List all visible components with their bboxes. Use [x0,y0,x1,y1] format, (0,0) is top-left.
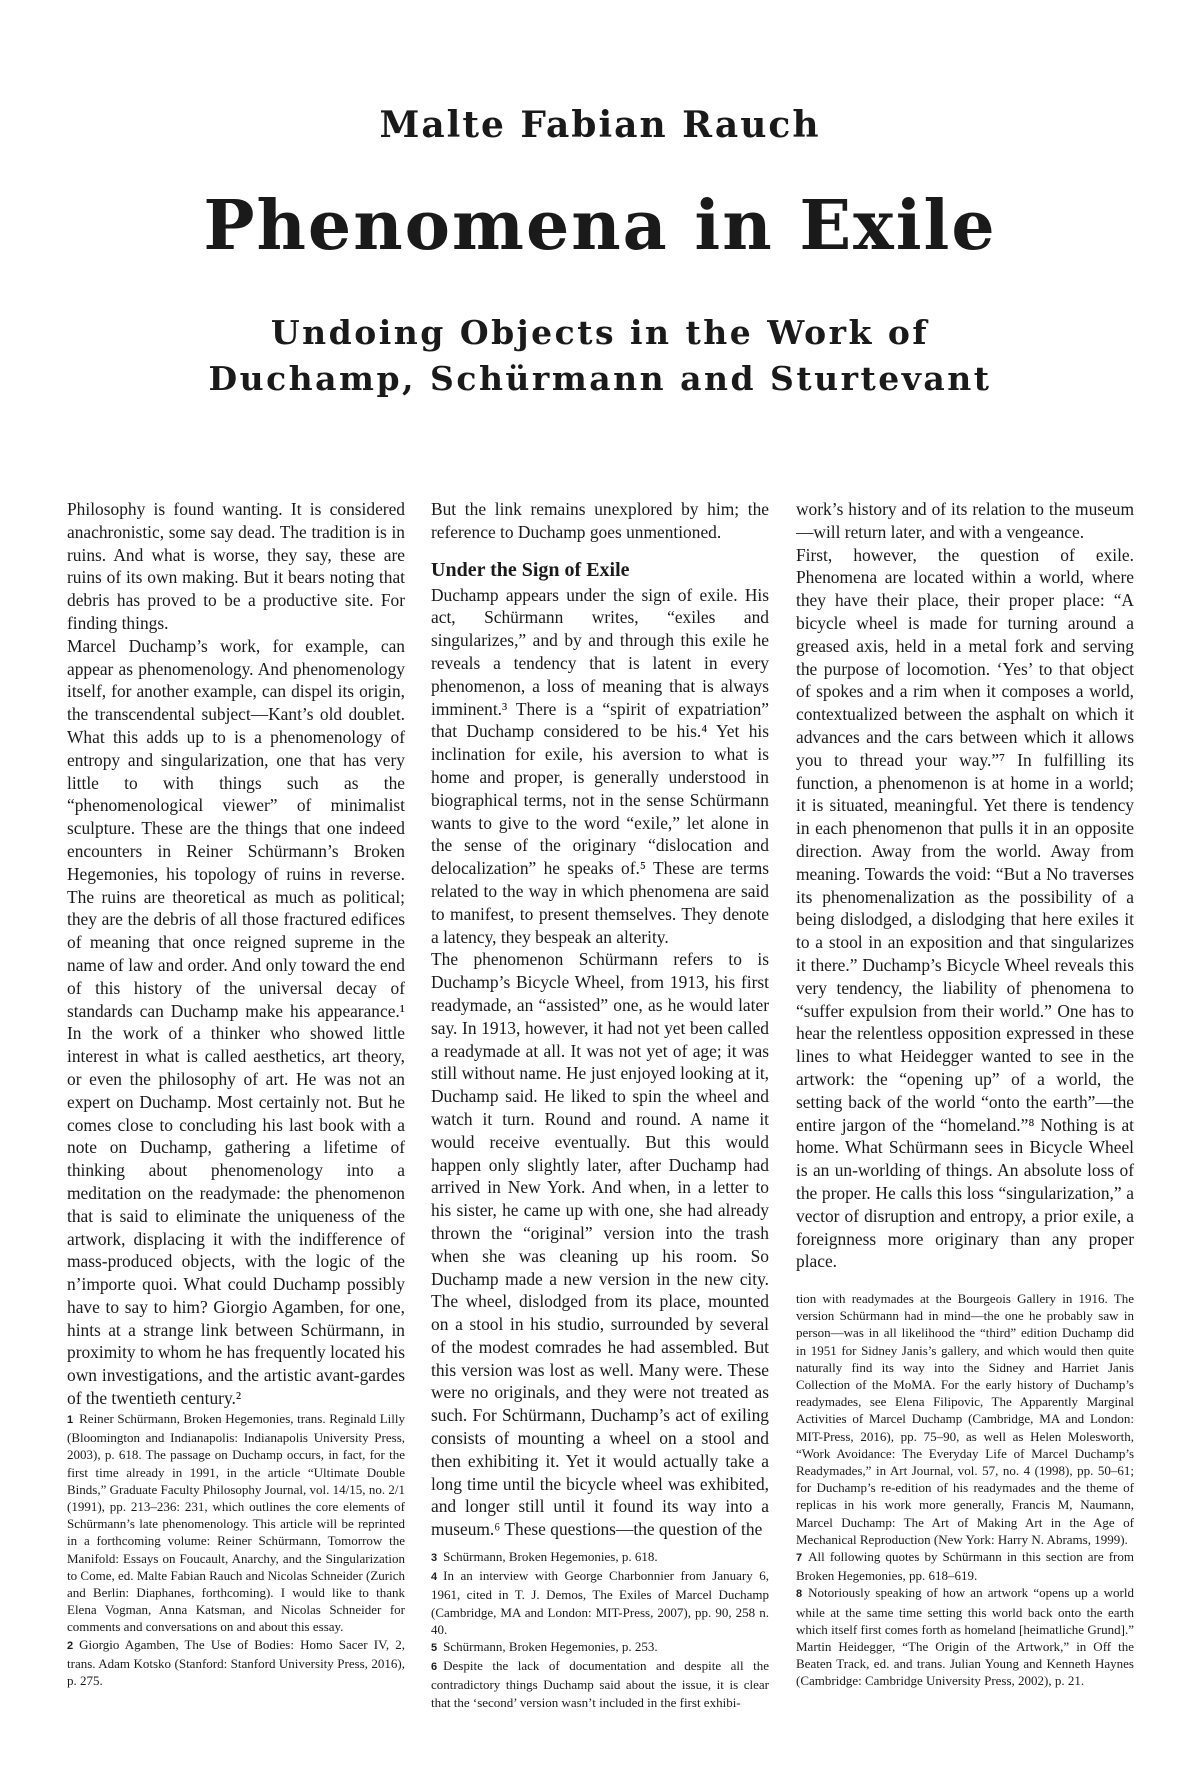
footnote-number: 8 [796,1588,803,1601]
footnote [431,1548,769,1567]
footnotes-right [796,1290,1134,1690]
paragraph: The phenomenon Schürmann refers to is Duchamp’s Bicycle Wheel, from 1913, his first readymade, an “assisted” one, as he would later say. In 1913, however, it had not yet been called a readymade at all. It was not yet of age; it was still without name. He just enjoyed looking at it, Duchamp said. He liked to spin the wheel and watch it turn. Round and round. A name it would receive eventually. But this would happen only slightly later, after Duchamp had arrived in New York. And when, in a letter to his sister, he came up with one, she had already thrown the “original” version into the trash when she was cleaning up his room. So Duchamp made a new version in the new city. The wheel, dislodged from its place, mounted on a stool in his studio, surrounded by several of the modest comrades he had assembled. But this version was lost as well. Many were. These were no originals, and they were not treated as such. For Schürmann, Duchamp’s act of exiling consists of mounting a wheel on a stool and then exhibiting it. Yet it would actually take a long time until the bicycle wheel was exhibited, and longer still until it found its way into a museum.⁶ These questions—the question of the [431,949,769,1540]
footnote-text: Giorgio Agamben, The Use of Bodies: Homo Sacer IV, 2, trans. Adam Kotsko (Stanford: Stanford University Press, 2016), p. 275. [67,1636,405,1689]
footnote-text: Schürmann, Broken Hegemonies, p. 253. [443,1639,658,1655]
paragraph: Philosophy is found wanting. It is considered anachronistic, some say dead. The tradition is in ruins. And what is worse, they say, these are ruins of its own making. But it bears noting that debris has proved to be a productive site. For finding things. [67,499,405,633]
footnote-number: 7 [796,1552,803,1565]
footnotes-left [67,1410,405,1689]
section-heading: Under the Sign of Exile [431,558,630,581]
body-column-3 [796,498,1134,1273]
author-name: Malte Fabian Rauch [379,104,821,146]
footnote-text: Schürmann, Broken Hegemonies, p. 618. [443,1549,658,1564]
footnote-text: Despite the lack of documentation and despite all the contradictory things Duchamp said about the issue, it is clear that the ‘second’ version wasn’t included in the first exhibi- [431,1658,769,1710]
footnote-text: Reiner Schürmann, Broken Hegemonies, trans. Reginald Lilly (Bloomington and Indianapolis: Indianapolis University Press, 2003), p. 618. The passage on Duchamp occurs, in fact, for the first time already in 1991, in the article “Ultimate Double Binds,” Graduate Faculty Philosophy Journal, vol. 14/15, no. 2/1 (1991), pp. 213–236: 231, which outlines the core elements of Schürmann’s late phenomenology. This article will be reprinted in a forthcoming volume: Reiner Schürmann, Tomorrow the Manifold: Essays on Foucault, Anarchy, and the Singularization to Come, ed. Malte Fabian Rauch and Nicolas Schneider (Zurich and Berlin: Diaphanes, forthcoming). I would like to thank Elena Vogman, Anna Katsman, and Nicolas Schneider for comments and conversations on and about this essay. [67,1411,405,1635]
body-column-1 [67,498,405,1410]
footnote [431,1567,769,1638]
footnote-number: 2 [67,1639,74,1652]
footnote-number: 5 [431,1642,438,1655]
subtitle-line-2: Duchamp, Schürmann and Sturtevant [208,359,992,398]
footnote-text: All following quotes by Schürmann in this section are from Broken Hegemonies, pp. 618–619. [796,1549,1134,1584]
footnote-text: In an interview with George Charbonnier from January 6, 1961, cited in T. J. Demos, The Exiles of Marcel Duchamp (Cambridge, MA and London: MIT-Press, 2007), pp. 90, 258 n. 40. [431,1568,769,1637]
footnote-continuation: tion with readymades at the Bourgeois Gallery in 1916. The version Schürmann had in mind—the one he probably saw in person—was in all likelihood the “third” edition Duchamp did in 1951 for Sidney Janis’s gallery, and which would then quite naturally find its way into the Sidney and Harriet Janis Collection of the MoMA. For the early history of Duchamp’s readymades, see Elena Filipovic, The Apparently Marginal Activities of Marcel Duchamp (Cambridge, MA and London: MIT-Press, 2016), pp. 75–90, as well as Helen Molesworth, “Work Avoidance: The Everyday Life of Marcel Duchamp’s Readymades,” in Art Journal, vol. 57, no. 4 (1998), pp. 50–61; for Duchamp’s re-edition of his readymades and the theme of replicas in his work more generally, Francis M, Naumann, Marcel Duchamp: The Art of Making Art in the Age of Mechanical Reproduction (New York: Harry N. Abrams, 1999). [796,1291,1134,1547]
paragraph: Duchamp appears under the sign of exile. His act, Schürmann writes, “exiles and singularizes,” and by and through this exile he reveals a tendency that is latent in every phenomenon, a loss of meaning that is always imminent.³ There is a “spirit of expatriation” that Duchamp considered to be his.⁴ Yet his inclination for exile, his aversion to what is home and proper, is generally understood in biographical terms, not in the sense Schürmann wants to give to the word “exile,” let alone in the sense of the originary “dislocation and delocalization” he speaks of.⁵ These are terms related to the way in which phenomena are said to manifest, to present themselves. They denote a latency, they bespeak an alterity. [431,584,769,947]
footnote [796,1584,1134,1689]
article-subtitle [0,310,1200,402]
footnote [67,1636,405,1690]
paragraph: First, however, the question of exile. Phenomena are located within a world, where they have their place, their proper place: “A bicycle wheel is made for turning around a greased axis, held in a metal fork and serving the purpose of locomotion. ‘Yes’ to that object of spokes and a rim when it composes a world, contextualized between the asphalt on which it advances and the cars between which it allows you to thread your way.”⁷ In fulfilling its function, a phenomenon is at home in a world; it is situated, meaningful. Yet there is tendency in each phenomenon that pulls it in an opposite direction. Away from the world. Away from meaning. Towards the void: “But a No traverses its phenomenalization as the possibility of a being dislodged, a dislodging that here exiles it to a stool in an exposition and that singularizes it there.” Duchamp’s Bicycle Wheel reveals this very tendency, the liability of phenomena to “suffer expulsion from their world.” One has to hear the relentless opposition expressed in these lines to what Heidegger wanted to see in the artwork: the “opening up” of a world, the setting back of the world “onto the earth”—the entire jargon of the “homeland.”⁸ Nothing is at home. What Schürmann sees in Bicycle Wheel is an un-worlding of things. An absolute loss of the proper. He calls this loss “singularization,” a vector of disruption and entropy, a prior exile, a foreignness more originary than any proper place. [796,544,1134,1272]
footnotes-middle [431,1548,769,1711]
footnote-number: 6 [431,1661,438,1674]
footnote-text: Notoriously speaking of how an artwork “opens up a world while at the same time setting this world back onto the earth which itself first comes forth as homeland [heimatliche Grund].” Martin Heidegger, “The Origin of the Artwork,” in Off the Beaten Track, ed. and trans. Julian Young and Kenneth Haynes (Cambridge: Cambridge University Press, 2002), p. 21. [796,1585,1134,1689]
footnote [67,1410,405,1636]
subtitle-line-1: Undoing Objects in the Work of [270,313,930,352]
article-title: Phenomena in Exile [203,186,997,266]
footnote [796,1548,1134,1584]
footnote [431,1638,769,1657]
footnote-number: 3 [431,1552,438,1564]
footnote [431,1657,769,1711]
paragraph: Marcel Duchamp’s work, for example, can appear as phenomenology. And phenomenology itself, for another example, can dispel its origin, the transcendental subject—Kant’s old doublet. What this adds up to is a phenomenology of entropy and singularization, one that has very little to with things such as the “phenomenological viewer” of minimalist sculpture. These are the things that one indeed encounters in Reiner Schürmann’s Broken Hegemonies, his topology of ruins in reverse. The ruins are theoretical as much as political; they are the debris of all those fractured edifices of meaning that once reigned supreme in the name of law and order. And only toward the end of this history of the universal decay of standards can Duchamp make his appearance.¹ In the work of a thinker who showed little interest in what is called aesthetics, art theory, or even the philosophy of art. He was not an expert on Duchamp. Most certainly not. But he comes close to concluding his last book with a note on Duchamp, gathering a lifetime of thinking about phenomenology into a meditation on the readymade: the phenomenon that is said to eliminate the uniqueness of the artwork, displacing it with the indifference of mass-produced objects, with the logic of the n’importe quoi. What could Duchamp possibly have to say to him? Giorgio Agamben, for one, hints at a strange link between Schürmann, in proximity to whom he has frequently located his own investigations, and the artistic avant-gardes of the twentieth century.² [67,635,405,1409]
paragraph: But the link remains unexplored by him; the reference to Duchamp goes unmentioned. [431,499,769,542]
paragraph: work’s history and of its relation to the museum—will return later, and with a vengeance. [796,499,1134,542]
body-column-2 [431,498,769,1541]
footnote-number: 4 [431,1571,438,1584]
footnote-number: 1 [67,1414,74,1426]
